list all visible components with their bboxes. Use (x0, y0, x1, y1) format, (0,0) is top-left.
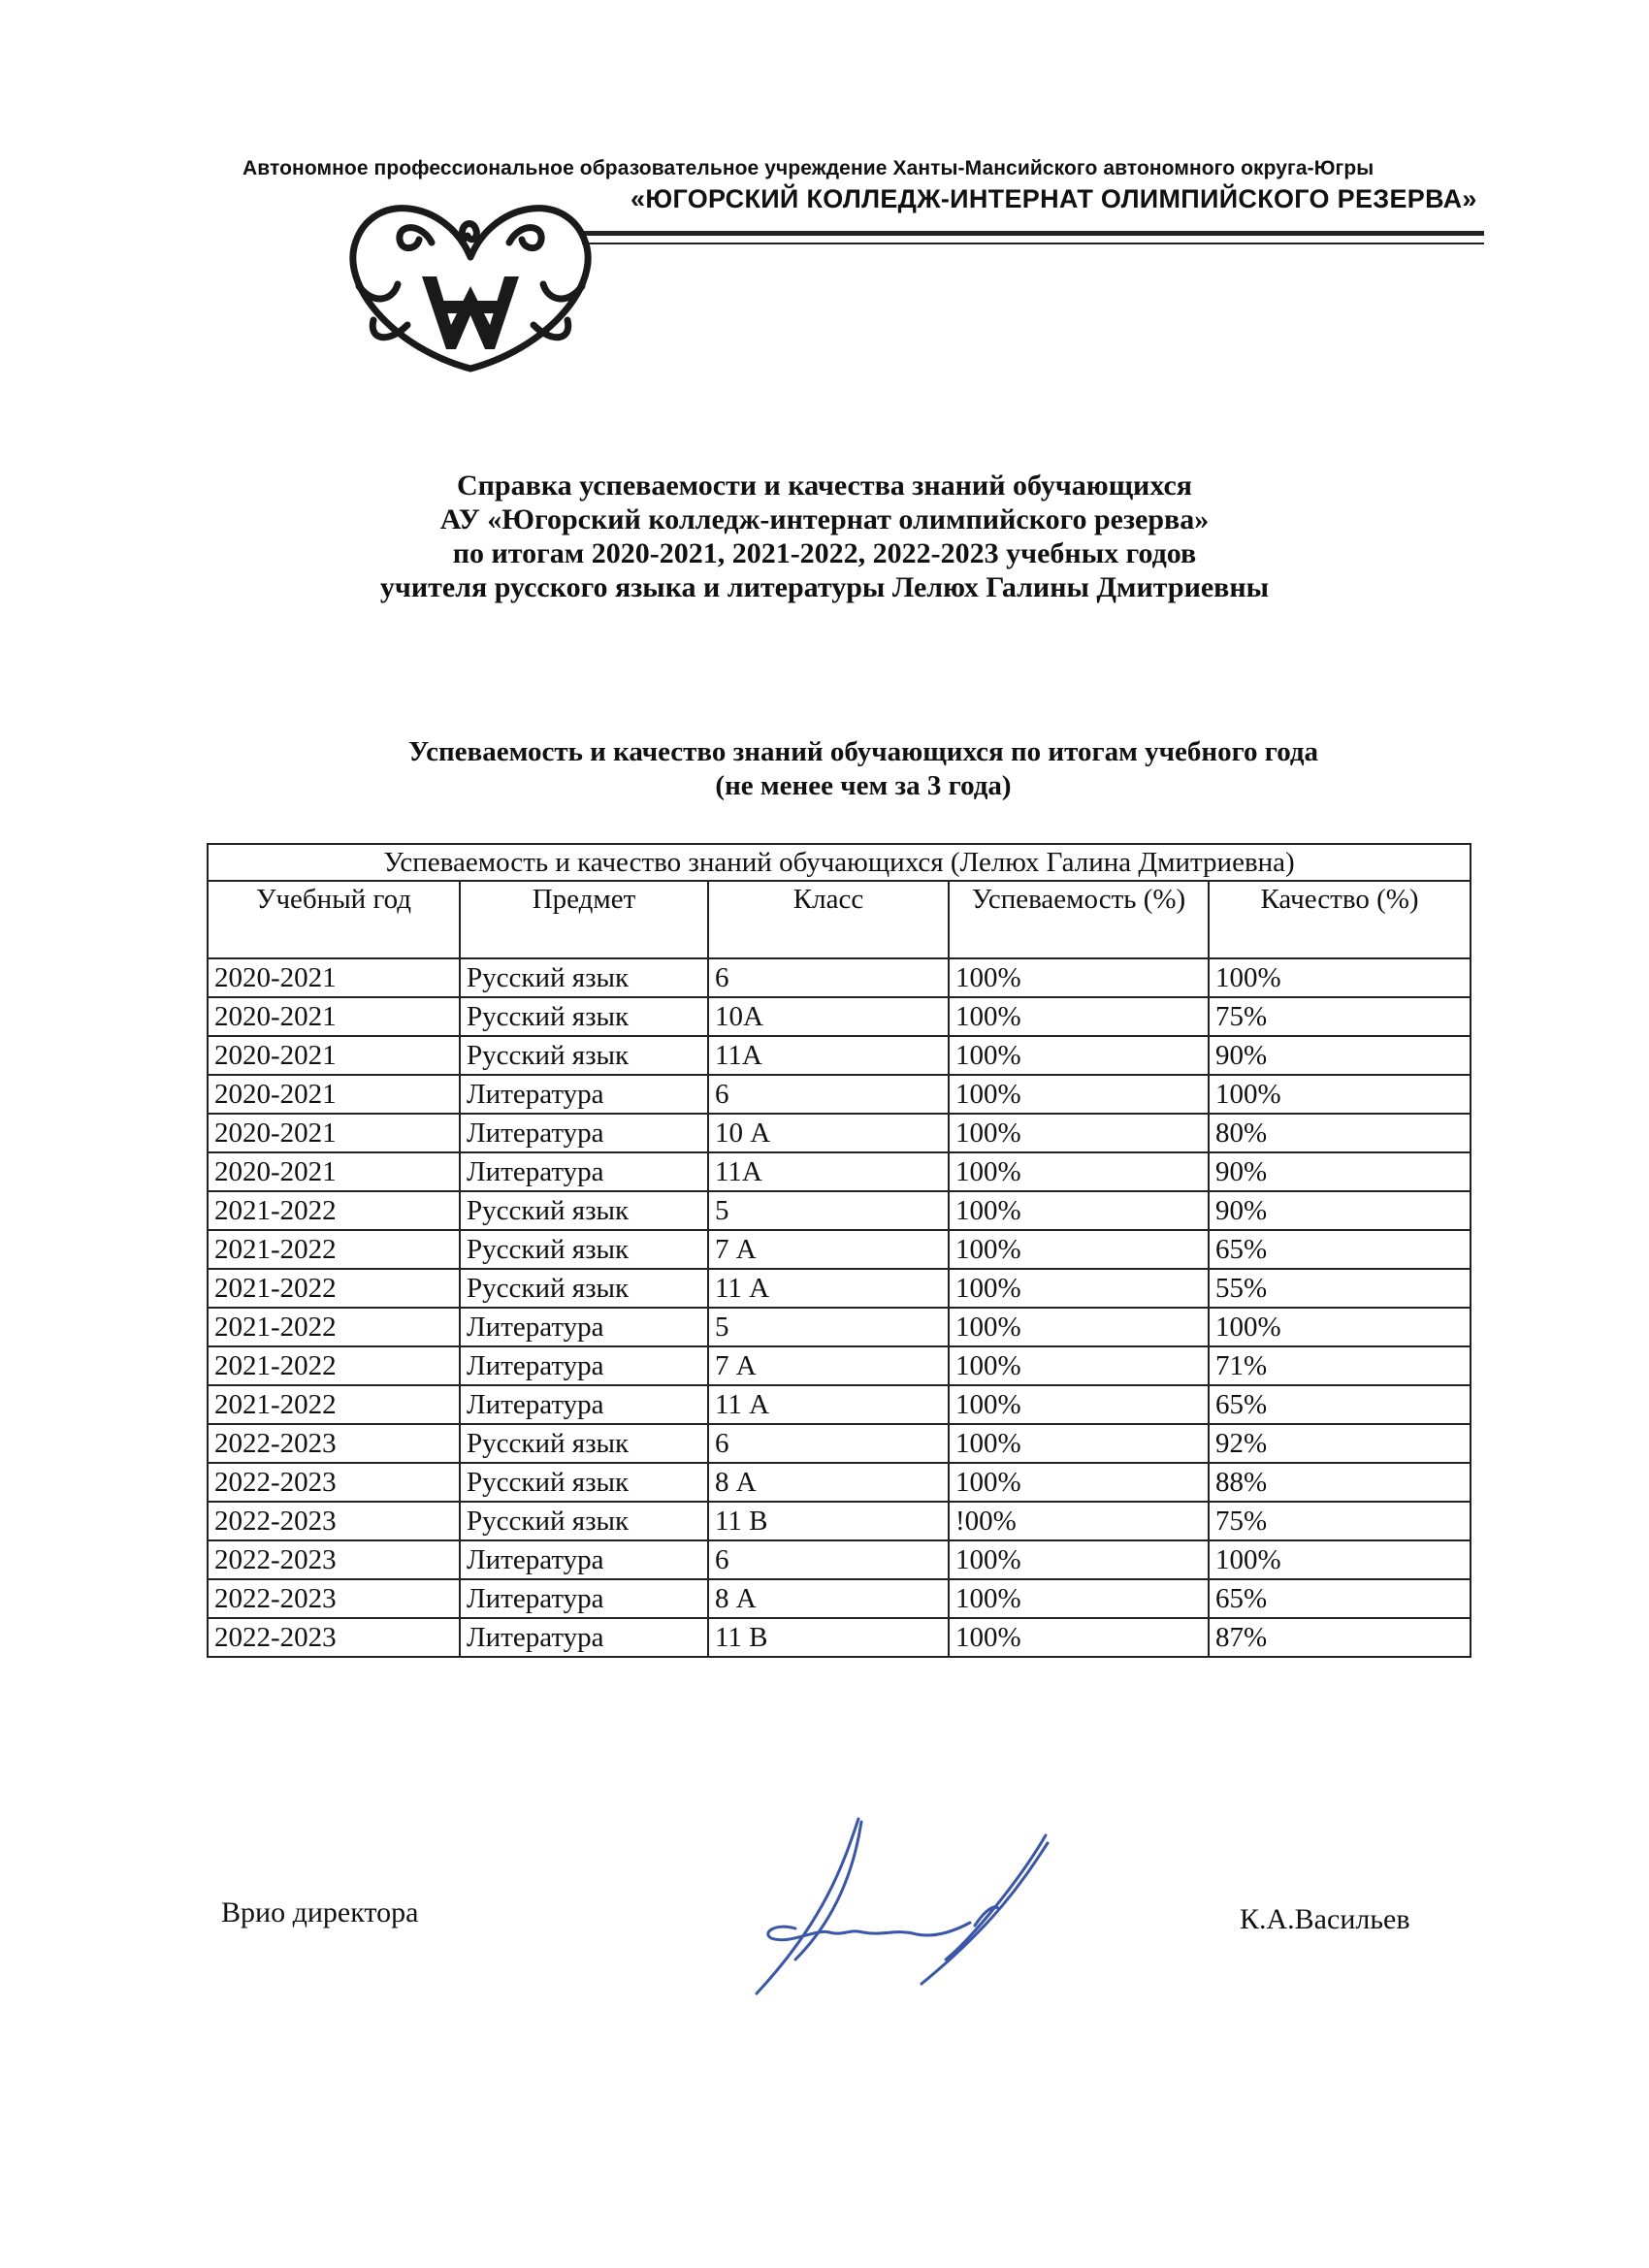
cell-performance: 100% (949, 1540, 1209, 1579)
title-line: Справка успеваемости и качества знаний обучающихся (456, 470, 1192, 502)
cell-quality: 88% (1209, 1463, 1471, 1502)
cell-quality: 87% (1209, 1618, 1471, 1657)
cell-performance: 100% (949, 1191, 1209, 1230)
cell-quality: 75% (1209, 997, 1471, 1036)
header-rule-thick (582, 231, 1484, 236)
column-header-quality: Качество (%) (1209, 881, 1471, 958)
title-line: по итогам 2020-2021, 2021-2022, 2022-2023 учебных годов (452, 537, 1197, 569)
cell-quality: 90% (1209, 1036, 1471, 1075)
table-row (208, 958, 1471, 997)
cell-year: 2022-2023 (208, 1463, 460, 1502)
performance-table (207, 843, 1471, 1658)
column-header-year: Учебный год (208, 881, 460, 958)
table-row (208, 1346, 1471, 1385)
cell-year: 2020-2021 (208, 1152, 460, 1191)
cell-year: 2021-2022 (208, 1191, 460, 1230)
column-header-class: Класс (708, 881, 949, 958)
cell-quality: 100% (1209, 958, 1471, 997)
cell-year: 2020-2021 (208, 958, 460, 997)
cell-subject: Русский язык (460, 958, 708, 997)
cell-class: 11А (708, 1036, 949, 1075)
cell-subject: Литература (460, 1540, 708, 1579)
title-line: АУ «Югорский колледж-интернат олимпийского резерва» (439, 503, 1210, 535)
cell-subject: Литература (460, 1075, 708, 1114)
cell-quality: 65% (1209, 1579, 1471, 1618)
title-line: учителя русского языка и литературы Лелюх Галины Дмитриевны (379, 571, 1270, 603)
cell-year: 2020-2021 (208, 1036, 460, 1075)
cell-performance: 100% (949, 1308, 1209, 1346)
cell-quality: 92% (1209, 1424, 1471, 1463)
cell-subject: Русский язык (460, 1424, 708, 1463)
cell-performance: 100% (949, 1269, 1209, 1308)
cell-quality: 55% (1209, 1269, 1471, 1308)
cell-year: 2021-2022 (208, 1308, 460, 1346)
cell-subject: Русский язык (460, 1230, 708, 1269)
cell-subject: Литература (460, 1346, 708, 1385)
column-header-performance: Успеваемость (%) (949, 881, 1209, 958)
signer-position: Врио директора (221, 1896, 419, 1928)
cell-subject: Литература (460, 1114, 708, 1152)
cell-class: 11 А (708, 1385, 949, 1424)
cell-class: 10 А (708, 1114, 949, 1152)
table-row (208, 1618, 1471, 1657)
table-row (208, 1152, 1471, 1191)
cell-year: 2020-2021 (208, 1114, 460, 1152)
cell-performance: 100% (949, 958, 1209, 997)
table-row (208, 1424, 1471, 1463)
table-row (208, 1579, 1471, 1618)
cell-subject: Русский язык (460, 1463, 708, 1502)
cell-class: 7 А (708, 1346, 949, 1385)
cell-class: 6 (708, 958, 949, 997)
cell-quality: 80% (1209, 1114, 1471, 1152)
cell-performance: 100% (949, 1618, 1209, 1657)
cell-class: 5 (708, 1191, 949, 1230)
table-row (208, 1502, 1471, 1540)
cell-class: 11 А (708, 1269, 949, 1308)
cell-year: 2022-2023 (208, 1502, 460, 1540)
table-row (208, 1269, 1471, 1308)
cell-quality: 90% (1209, 1152, 1471, 1191)
section-title-line: Успеваемость и качество знаний обучающихся по итогам учебного года (407, 736, 1319, 767)
cell-class: 6 (708, 1424, 949, 1463)
cell-quality: 75% (1209, 1502, 1471, 1540)
cell-class: 11 В (708, 1618, 949, 1657)
column-header-subject: Предмет (460, 881, 708, 958)
cell-class: 11 В (708, 1502, 949, 1540)
cell-subject: Литература (460, 1385, 708, 1424)
cell-performance: 100% (949, 1036, 1209, 1075)
organization-name: Автономное профессиональное образовательное учреждение Ханты-Мансийского автономного округа-Югры (242, 157, 1374, 179)
table-row (208, 1308, 1471, 1346)
header-rule-thin (582, 243, 1484, 244)
cell-performance: !00% (949, 1502, 1209, 1540)
table-caption: Успеваемость и качество знаний обучающихся (Лелюх Галина Дмитриевна) (208, 844, 1471, 881)
cell-subject: Литература (460, 1618, 708, 1657)
table-row (208, 1540, 1471, 1579)
cell-performance: 100% (949, 1346, 1209, 1385)
cell-class: 5 (708, 1308, 949, 1346)
table-row (208, 1075, 1471, 1114)
cell-performance: 100% (949, 1579, 1209, 1618)
table-row (208, 1463, 1471, 1502)
cell-performance: 100% (949, 1385, 1209, 1424)
cell-year: 2020-2021 (208, 997, 460, 1036)
table-row (208, 1191, 1471, 1230)
table-row (208, 997, 1471, 1036)
table-body (208, 958, 1471, 1657)
cell-performance: 100% (949, 1075, 1209, 1114)
college-name: «ЮГОРСКИЙ КОЛЛЕДЖ-ИНТЕРНАТ ОЛИМПИЙСКОГО РЕЗЕРВА» (630, 184, 1477, 213)
cell-quality: 100% (1209, 1308, 1471, 1346)
college-logo-icon (340, 179, 601, 373)
handwritten-signature-icon (737, 1814, 1086, 1998)
section-title (0, 735, 1649, 803)
cell-year: 2022-2023 (208, 1540, 460, 1579)
cell-quality: 71% (1209, 1346, 1471, 1385)
cell-year: 2021-2022 (208, 1230, 460, 1269)
cell-year: 2022-2023 (208, 1618, 460, 1657)
signer-name: К.А.Васильев (1240, 1903, 1410, 1935)
cell-class: 8 А (708, 1579, 949, 1618)
cell-performance: 100% (949, 1230, 1209, 1269)
cell-class: 10А (708, 997, 949, 1036)
cell-subject: Русский язык (460, 1191, 708, 1230)
cell-quality: 100% (1209, 1540, 1471, 1579)
cell-subject: Литература (460, 1308, 708, 1346)
document-title (0, 469, 1649, 604)
cell-quality: 90% (1209, 1191, 1471, 1230)
table-row (208, 1114, 1471, 1152)
cell-subject: Русский язык (460, 1036, 708, 1075)
cell-performance: 100% (949, 1114, 1209, 1152)
cell-performance: 100% (949, 1463, 1209, 1502)
cell-quality: 65% (1209, 1230, 1471, 1269)
cell-year: 2022-2023 (208, 1579, 460, 1618)
cell-class: 11А (708, 1152, 949, 1191)
cell-quality: 100% (1209, 1075, 1471, 1114)
cell-subject: Литература (460, 1152, 708, 1191)
cell-year: 2021-2022 (208, 1269, 460, 1308)
cell-subject: Русский язык (460, 1269, 708, 1308)
table-row (208, 1385, 1471, 1424)
cell-year: 2021-2022 (208, 1385, 460, 1424)
cell-performance: 100% (949, 997, 1209, 1036)
cell-subject: Русский язык (460, 997, 708, 1036)
cell-year: 2020-2021 (208, 1075, 460, 1114)
cell-subject: Русский язык (460, 1502, 708, 1540)
cell-quality: 65% (1209, 1385, 1471, 1424)
table-row (208, 1036, 1471, 1075)
cell-class: 8 А (708, 1463, 949, 1502)
cell-class: 6 (708, 1075, 949, 1114)
cell-performance: 100% (949, 1424, 1209, 1463)
cell-subject: Литература (460, 1579, 708, 1618)
cell-year: 2022-2023 (208, 1424, 460, 1463)
cell-year: 2021-2022 (208, 1346, 460, 1385)
section-title-line: (не менее чем за 3 года) (715, 770, 1012, 801)
table-row (208, 1230, 1471, 1269)
cell-class: 7 А (708, 1230, 949, 1269)
cell-class: 6 (708, 1540, 949, 1579)
cell-performance: 100% (949, 1152, 1209, 1191)
